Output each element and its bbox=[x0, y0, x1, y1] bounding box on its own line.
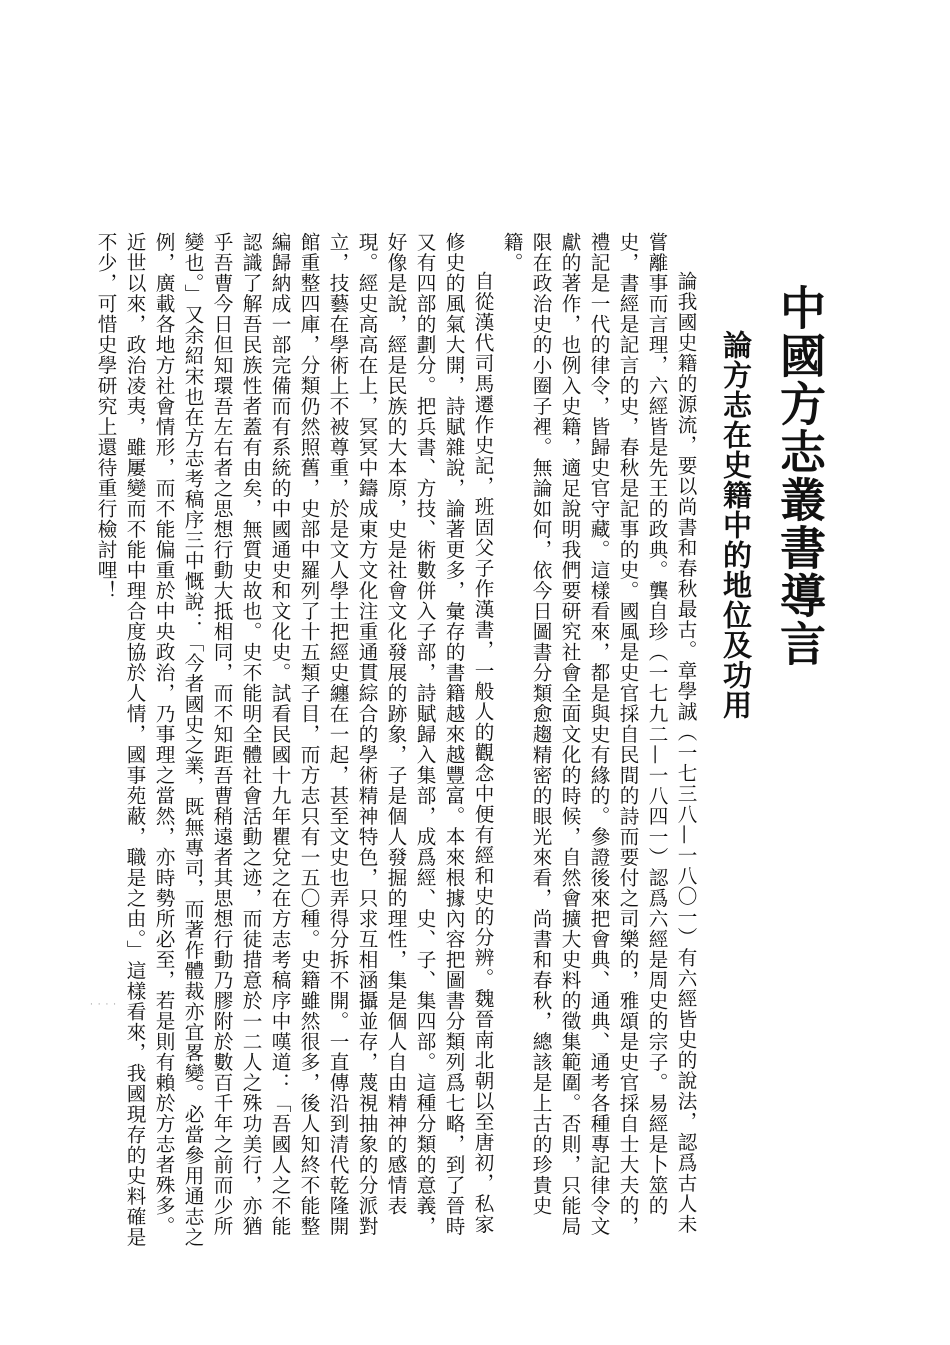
page-subtitle: 論方志在史籍中的地位及功用 bbox=[719, 330, 753, 720]
paragraph-1: 論我國史籍的源流，要以尚書和春秋最古。章學誠（一七三八—一八〇一）有六經皆史的說法，認爲古人未嘗離事而言理，六經皆是先王的政典。龔自珍（一七九二—一八四一）認爲六經是周史的宗子。易經是卜筮的史，書經是記言的史，春秋是記事的史。國風是史官採自民間的詩而要付之司樂的，雅頌是史官採自士大夫的，禮記是一代的律令，皆歸史官守藏。這樣看來，都是與史有緣的。參證後來把會典、通典、通考各種專記律令文獻的著作，也例入史籍，適足說明我們要研究社會全面文化的時候，自然會擴大史料的徵集範圍。否則，只能局限在政治史的小圈子裡。無論如何，依今日圖書分類愈趨精密的眼光來看，尚書和春秋，總該是上古的珍貴史籍。 bbox=[500, 232, 697, 1237]
page-title: 中國方志叢書導言 bbox=[773, 284, 827, 668]
paragraph-2: 自從漢代司馬遷作史記，班固父子作漢書，一般人的觀念中便有經和史的分辨。魏晉南北朝以至唐初，私家修史的風氣大開，詩賦雜說，論著更多，彙存的書籍越來越豐富。本來根據內容把圖書分類列爲七略，到了晉時又有四部的劃分。把兵書、方技、術數併入子部，詩賦歸入集部，成爲經、史、子、集四部。這種分類的意義，好像是說，經是民族的大本原，史是社會文化發展的跡象，子是個人發掘的理性，集是個人自由精神的感情表現。經史高高在上，冥冥中鑄成東方文化注重通貫綜合的學術精神特色，只求互相涵攝並存，蔑視抽象的分派對立，技藝在學術上不被尊重，於是文人學士把經史纏在一起，甚至文史也弄得分拆不開。一直傳沿到清代乾隆開館重整四庫，分類仍然照舊，史部中羅列了十五類子目，而方志只有一五〇種。史籍雖然很多，後人知終不能整編歸納成一部完備而有系統的中國通史和文化史。試看民國十九年瞿兌之在方志考稿序中嘆道：「吾國人之不能認識了解吾民族性者蓋有由矣，無質史故也。史不能明全體社會活動之迹，而徒措意於一二人之殊功美行，亦猶乎吾曹今日但知環吾左右者之思想行動大抵相同，而不知距吾曹稍遠者其思想行動乃膠附於數百千年之前而少所變也。」又余紹宋也在方志考稿序三中慨說：「今者國史之業，既無專司，而著作體裁亦宜畧變。必當參用通志之例，廣載各地方社會情形，而不能偏重於中央政治，乃事理之當然，亦時勢所必至，若是則有賴於方志者殊多。近世以來，政治凌夷，雖屢變而不能中理合度協於人情，國事苑蔽，職是之由。」這樣看來，我國現存的史料確是不少，可惜史學研究上還待重行檢討哩！ bbox=[94, 232, 494, 1248]
margin-dots: · · · · bbox=[90, 1000, 118, 1010]
body-text bbox=[94, 232, 700, 1252]
